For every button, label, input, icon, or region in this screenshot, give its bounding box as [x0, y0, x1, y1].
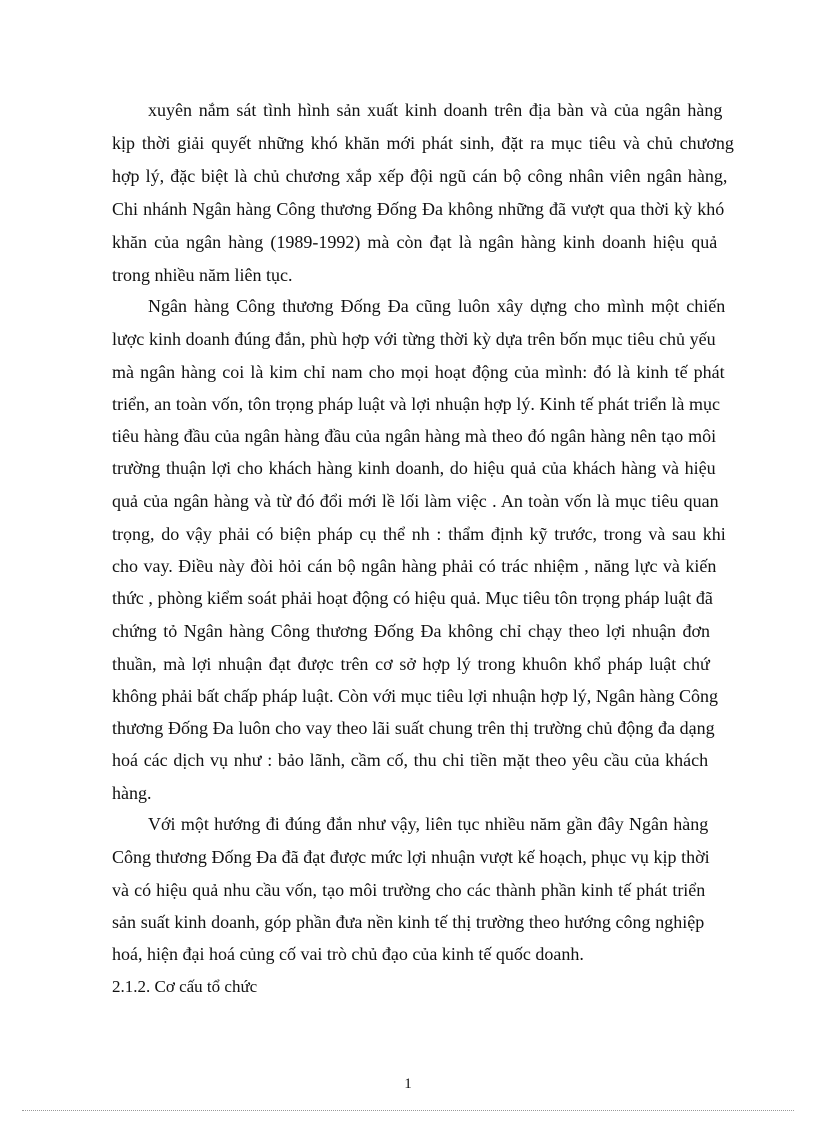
- paragraph-line: Chi nhánh Ngân hàng Công thương Đống Đa không những đã vượt qua thời kỳ khó: [112, 199, 725, 219]
- paragraph-line: trong nhiều năm liên tục.: [112, 265, 293, 285]
- paragraph-line: hoá các dịch vụ như : bảo lãnh, cầm cố, thu chi tiền mặt theo yêu cầu của khách: [112, 750, 709, 770]
- paragraph-line: thuần, mà lợi nhuận đạt được trên cơ sở hợp lý trong khuôn khổ pháp luật chứ: [112, 654, 710, 674]
- section-heading: 2.1.2. Cơ cấu tổ chức: [112, 977, 258, 996]
- paragraph-line: mà ngân hàng coi là kim chỉ nam cho mọi hoạt động của mình: đó là kinh tế phát: [112, 362, 725, 382]
- paragraph-line: hoá, hiện đại hoá củng cố vai trò chủ đạo của kinh tế quốc doanh.: [112, 944, 584, 964]
- paragraph-line: xuyên nắm sát tình hình sản xuất kinh doanh trên địa bàn và của ngân hàng: [148, 100, 723, 120]
- paragraph-line: Công thương Đống Đa đã đạt được mức lợi nhuận vượt kế hoạch, phục vụ kịp thời: [112, 847, 710, 867]
- paragraph-line: Ngân hàng Công thương Đống Đa cũng luôn xây dựng cho mình một chiến: [148, 296, 726, 316]
- paragraph-line: tiêu hàng đầu của ngân hàng đầu của ngân hàng mà theo đó ngân hàng nên tạo môi: [112, 426, 717, 446]
- paragraph-line: thương Đống Đa luôn cho vay theo lãi suất chung trên thị trường chủ động đa dạng: [112, 718, 715, 738]
- paragraph-line: Với một hướng đi đúng đắn như vậy, liên tục nhiều năm gần đây Ngân hàng: [148, 814, 709, 834]
- paragraph-line: lược kinh doanh đúng đắn, phù hợp với từng thời kỳ dựa trên bốn mục tiêu chủ yếu: [112, 329, 716, 349]
- page-number: 1: [404, 1076, 412, 1092]
- paragraph-line: cho vay. Điều này đòi hỏi cán bộ ngân hàng phải có trác nhiệm , năng lực và kiến: [112, 556, 717, 576]
- paragraph-line: và có hiệu quả nhu cầu vốn, tạo môi trường cho các thành phần kinh tế phát triển: [112, 880, 706, 900]
- paragraph-line: quả của ngân hàng và từ đó đổi mới lề lối làm việc . An toàn vốn là mục tiêu quan: [112, 491, 719, 511]
- paragraph-line: hàng.: [112, 783, 152, 803]
- paragraph-line: sản suất kinh doanh, góp phần đưa nền kinh tế thị trường theo hướng công nghiệp: [112, 912, 705, 932]
- paragraph-line: thức , phòng kiểm soát phải hoạt động có hiệu quả. Mục tiêu tôn trọng pháp luật đã: [112, 588, 713, 608]
- paragraph-line: hợp lý, đặc biệt là chủ chương xắp xếp đội ngũ cán bộ công nhân viên ngân hàng,: [112, 166, 728, 186]
- page-boundary-rule: [22, 1110, 794, 1111]
- paragraph-line: trường thuận lợi cho khách hàng kinh doanh, do hiệu quả của khách hàng và hiệu: [112, 458, 716, 478]
- paragraph-line: không phải bất chấp pháp luật. Còn với mục tiêu lợi nhuận hợp lý, Ngân hàng Công: [112, 686, 719, 706]
- paragraph-line: chứng tỏ Ngân hàng Công thương Đống Đa không chỉ chạy theo lợi nhuận đơn: [112, 621, 710, 641]
- paragraph-line: trọng, do vậy phải có biện pháp cụ thể nh : thẩm định kỹ trước, trong và sau khi: [112, 524, 726, 544]
- paragraph-line: triển, an toàn vốn, tôn trọng pháp luật và lợi nhuận hợp lý. Kinh tế phát triển là mục: [112, 394, 721, 414]
- paragraph-line: khăn của ngân hàng (1989-1992) mà còn đạt là ngân hàng kinh doanh hiệu quả: [112, 232, 718, 252]
- paragraph-line: kịp thời giải quyết những khó khăn mới phát sinh, đặt ra mục tiêu và chủ chương: [112, 133, 734, 153]
